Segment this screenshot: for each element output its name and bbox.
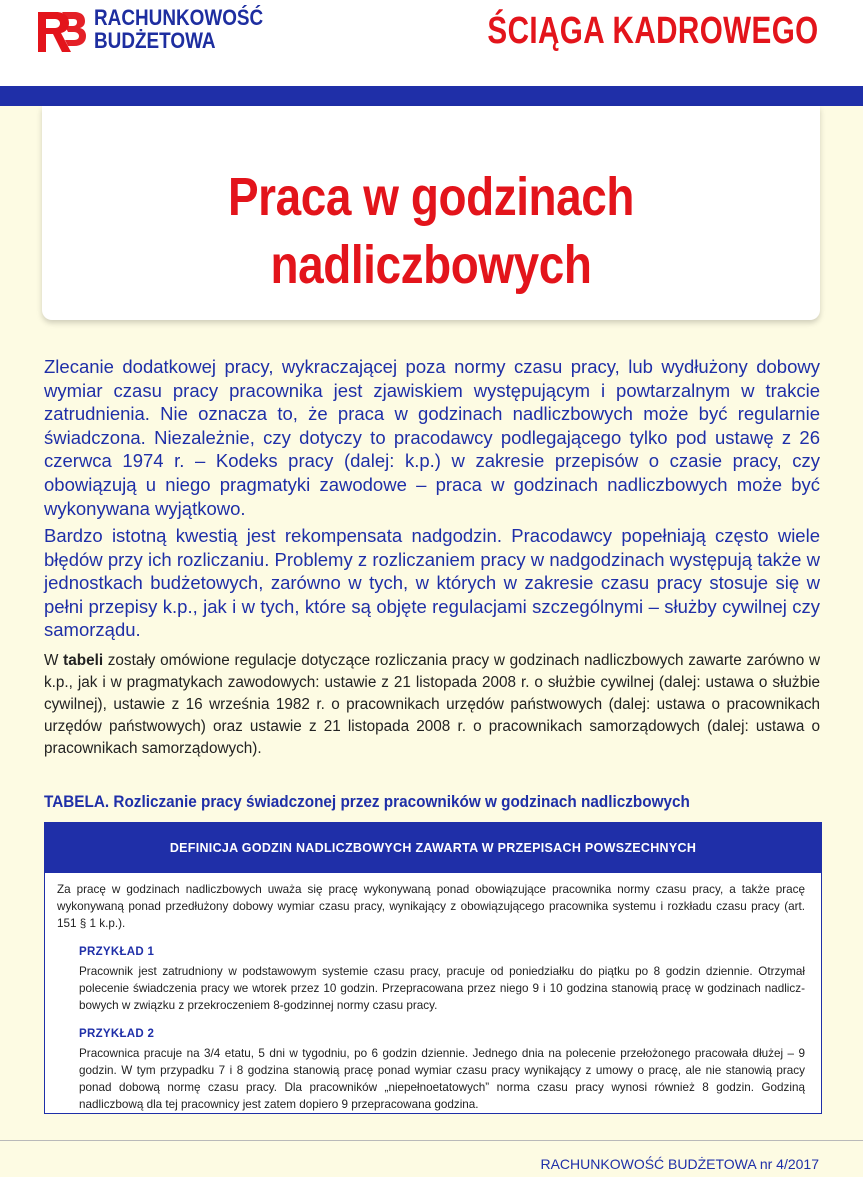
example-2	[79, 1026, 805, 1113]
intro-prefix: W	[44, 652, 59, 669]
brand-line-2: BUDŻETOWA	[94, 28, 216, 53]
footer-divider	[0, 1140, 863, 1141]
brand-line-1: RACHUNKOWOŚĆ	[94, 5, 264, 30]
example-1	[79, 944, 805, 1014]
intro-bold-term: tabeli	[63, 652, 104, 669]
table-body	[57, 881, 805, 1113]
lead-paragraph-1	[44, 355, 820, 520]
page-title-line-1: Praca w godzinach	[227, 167, 634, 227]
page-title-line-2: nadliczbowych	[270, 235, 592, 295]
rb-logo-icon	[32, 8, 88, 56]
header	[0, 0, 863, 86]
definition-table	[44, 822, 822, 1114]
header-divider-bar	[0, 86, 863, 106]
title-card	[42, 106, 820, 320]
example-2-text: Pracownica pracuje na 3/4 etatu, 5 dni w tygodniu, po 6 godzin dziennie. Jednego dnia na polecenie przełożonego pracowała dłużej – 9 godzin. W tym przypadku 7 i 8 godzina stanowią pracę ponad wymiar czasu pracy wynikający z umowy o pracę, ale nie stanowią pracy ponad dobową normę czasu pracy. Dla pracowników „niepełnoetatowych” norma czasu pracy wynosi również 8 godzin. Godziną nadliczbową dla tej pracownicy jest zatem dopiero 9 przepracowana godzina.	[79, 1047, 805, 1111]
definition-text: Za pracę w godzinach nadliczbowych uważa się pracę wykonywaną ponad obowiązujące pracownika normy czasu pracy, a także pracę wykonywaną ponad przedłużony dobowy wymiar czasu pracy, wynikający z obowiązującego pracownika systemu i rozkładu czasu pracy (art. 151 § 1 k.p.).	[57, 883, 805, 930]
brand-name	[94, 6, 263, 52]
example-2-label: PRZYKŁAD 2	[79, 1028, 155, 1040]
lead-text-2: Bardzo istotną kwestią jest rekompensata nadgodzin. Pracodawcy popełniają często wiele błędów przy ich rozliczaniu. Problemy z rozliczaniem pracy w nadgodzinach występują także w jednostkach budżetowych, zarówno w tych, w których w zakresie czasu pracy stosuje się w pełni przepisy k.p., jak i w tych, które są objęte regulacjami szczególnymi – służby cywilnej czy samorządu.	[44, 525, 820, 641]
table-header: DEFINICJA GODZIN NADLICZBOWYCH ZAWARTA W PRZEPISACH POWSZECHNYCH	[45, 823, 821, 873]
intro-rest: zostały omówione regulacje dotyczące rozliczania pracy w godzinach nadliczbowych zawarte zarówno w k.p., jak i w pragmatykach zawodowych: ustawie z 21 listopada 2008 r. o służbie cywilnej (dalej: ustawa o służbie cywilnej), ustawie z 16 września 1982 r. o pracownikach urzędów państwowych (dalej: ustawa o pracownikach urzędów państwowych) oraz ustawie z 21 listopada 2008 r. o pracownikach samorządowych (dalej: ustawa o pracownikach samorządowych).	[44, 652, 820, 757]
footer-publication: RACHUNKOWOŚĆ BUDŻETOWA nr 4/2017	[540, 1156, 819, 1172]
example-1-label: PRZYKŁAD 1	[79, 946, 155, 958]
table-caption: TABELA. Rozliczanie pracy świadczonej przez pracowników w godzinach nadliczbowych	[44, 792, 690, 811]
lead-paragraph-2	[44, 524, 820, 642]
intro-paragraph	[44, 650, 820, 760]
example-1-text: Pracownik jest zatrudniony w podstawowym systemie czasu pracy, pracuje od poniedziałku do piątku po 8 godzin dziennie. Otrzymał polecenie świadczenia pracy we wtorek przez 10 godzin. Przepracowana przez niego 9 i 10 godzina stanowią pracę w godzinach nadliczbowych w związku z przekroczeniem 8-godzinnej normy czasu pracy.	[79, 965, 805, 1012]
header-title: ŚCIĄGA KADROWEGO	[487, 10, 819, 52]
lead-text-1: Zlecanie dodatkowej pracy, wykraczającej poza normy czasu pracy, lub wydłużony dobowy wymiar czasu pracy pracownika jest zjawiskiem występującym i powtarzalnym w trakcie zatrudnienia. Nie oznacza to, że praca w godzinach nadliczbowych może być regularnie świadczona. Niezależnie, czy dotyczy to pracodawcy podlegającego tylko pod ustawę z 26 czerwca 1974 r. – Kodeks pracy (dalej: k.p.) w zakresie przepisów o czasie pracy, czy obowiązują u niego pragmatyki zawodowe – praca w godzinach nadliczbowych może być wykonywana wyjątkowo.	[44, 356, 820, 519]
